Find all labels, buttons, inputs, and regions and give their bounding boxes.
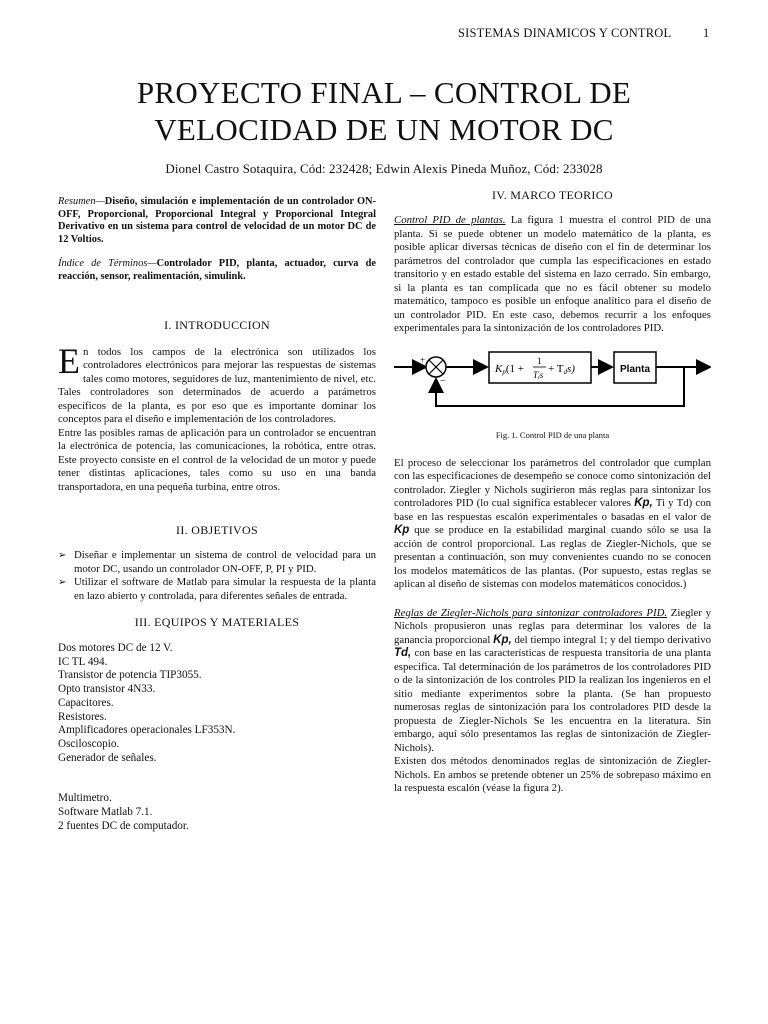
sum-plus-sign: +	[420, 354, 426, 365]
list-item	[58, 576, 376, 603]
index-terms	[58, 258, 376, 283]
theory-paragraph-4: Existen dos métodos denominados reglas de sintonización de Ziegler-Nichols. En ambos se pretende obtener un 25% de sobrepaso máximo en la respuesta escalón (véase la figura 2).	[394, 755, 711, 794]
equipment-list-continued	[58, 792, 376, 833]
authors-line: Dionel Castro Sotaquira, Cód: 232428; Edwin Alexis Pineda Muñoz, Cód: 233028	[165, 161, 603, 176]
intro-paragraph-1-text: n todos los campos de la electrónica son utilizados los controladores electrónicos para mejorar las respuestas de sistemas tales como motores, seguidores de luz, mantenimiento de nivel, etc. Tales controladores son determinados de acuerdo a parámetros específicos de la planta, es por eso que es importante dominar los conceptos para el diseño e implementación de los controladores.	[58, 345, 376, 426]
subsection-title-pid: Control PID de plantas.	[394, 214, 506, 226]
theory-paragraph-1-text: La figura 1 muestra el control PID de una planta. Si se puede obtener un modelo matemático de la planta, es posible aplicar diversas técnicas de diseño con el fin de determinar los parámetros del controlador que cumpla las especificaciones en estado transitorio y en estado estable del sistema en lazo cerrado. Sin embargo, si la planta es tan complicada que no es fácil obtener su modelo matemático, tampoco es posible un enfoque analítico para el diseño de un controlador PID. En este caso, debemos recurrir a los enfoques experimentales para la sintonización de los controladores PID.	[394, 214, 711, 334]
theory-paragraph-2-text-c: que se produce en la estabilidad marginal cuando sólo se usa la acción de control proporcional. Las reglas de Ziegler-Nichols, que se presentan a continuación, son muy convenientes cuando no se conocen los modelos matemáticos de las plantas. (Por supuesto, estas reglas se aplican al diseño de sistemas con modelos matemáticos conocidos.)	[394, 524, 711, 590]
index-terms-text: Controlador PID, planta, actuador, curva de reacción, sensor, realimentación, simulink.	[58, 258, 376, 282]
td-symbol: Td,	[394, 647, 412, 659]
theory-paragraph-2-text-b: Ti y Td) con base en las respuestas escalón experimentales o basadas en el valor de	[394, 497, 711, 523]
objectives-list	[58, 549, 376, 603]
subsection-title-ziegler-nichols: Reglas de Ziegler-Nichols para sintonizar controladores PID.	[394, 606, 668, 619]
formula-numerator: 1	[537, 355, 542, 366]
paper-title	[60, 74, 708, 148]
list-item: Capacitores.	[58, 696, 114, 709]
section-heading-objectives: II. OBJETIVOS	[176, 523, 258, 538]
list-item: Generador de señales.	[58, 751, 157, 764]
abstract-lead: Resumen—	[58, 196, 105, 207]
intro-paragraph-2: Entre las posibles ramas de aplicación para un controlador se encuentran la electrónica de potencia, las comunicaciones, la robótica, entre otras. Este proyecto consiste en el control de la velocidad de un motor y puede tener distintas aplicaciones, tales como su uso en una banda transportadora, en una pequeña turbina, entre otros.	[58, 426, 376, 493]
list-item: Software Matlab 7.1.	[58, 806, 153, 819]
section-heading-intro: I. INTRODUCCION	[164, 317, 270, 332]
list-item: Osciloscopio.	[58, 737, 120, 750]
running-header	[0, 26, 768, 42]
list-item: Amplificadores operacionales LF353N.	[58, 724, 236, 737]
theory-paragraph-3-text-b: del tiempo integral 1; y del tiempo derivativo	[511, 633, 711, 646]
sum-minus-sign: −	[440, 375, 446, 387]
theory-paragraph-3	[394, 607, 711, 756]
pid-block-diagram	[394, 350, 711, 416]
kp-symbol: Kp	[394, 524, 410, 536]
index-terms-lead: Índice de Términos—	[58, 258, 157, 270]
intro-paragraph-1	[58, 340, 376, 427]
list-item: Dos motores DC de 12 V.	[58, 642, 173, 655]
kp-symbol: Kp,	[493, 633, 512, 646]
figure-caption: Fig. 1. Control PID de una planta	[495, 429, 610, 440]
running-title: SISTEMAS DINAMICOS Y CONTROL	[458, 26, 672, 40]
formula-derivative: + Tds)	[548, 362, 575, 376]
equipment-list	[58, 642, 376, 765]
formula-denominator: Tis	[533, 369, 544, 381]
right-column	[394, 186, 711, 796]
section-heading-equipment: III. EQUIPOS Y MATERIALES	[134, 615, 300, 630]
theory-paragraph-2	[394, 457, 711, 592]
pid-formula: Kp(1 +	[495, 362, 524, 376]
objective-text: Utilizar el software de Matlab para simular la respuesta de la planta en lazo abierto y controlada, para diferentes señales de entrada.	[74, 576, 376, 602]
page-number: 1	[703, 26, 710, 40]
section-heading-theory: IV. MARCO TEORICO	[491, 188, 613, 202]
abstract	[58, 196, 376, 246]
bullet-arrow-icon: ➢	[58, 577, 67, 589]
list-item	[58, 549, 376, 576]
kp-symbol: Kp,	[634, 497, 653, 509]
list-item: IC TL 494.	[58, 655, 108, 668]
theory-paragraph-2-text-a: El proceso de seleccionar los parámetros del controlador que cumplan con las especificaciones de desempeño se conoce como sintonización del controlador. Ziegler y Nichols sugirieron más reglas para sintonizar los controladores PID (lo cual significa establecer valores	[394, 456, 711, 509]
left-column	[58, 186, 376, 834]
list-item: Opto transistor 4N33.	[58, 683, 156, 696]
theory-paragraph-1	[394, 214, 711, 336]
theory-paragraph-3-text-c: con base en las características de respuesta transitoria de una planta especifica. Tal determinación de los parámetros de los controladores PID o de la sintonización de los controles PID la realizan los ingenieros en el sitio mediante experimentos sobre la planta. (Se han propuesto numerosas reglas de sintonización para los controladores PID desde la propuesta de Ziegler-Nichols Se les encuentra en la literatura. Sin embargo, aquí sólo presentamos las reglas de sintonización de Ziegler-Nichols).	[394, 647, 711, 754]
list-item: Resistores.	[58, 710, 107, 723]
drop-cap: E	[58, 340, 80, 381]
theory-paragraph-3-text-a: Ziegler y Nichols propusieron unas reglas para determinar los valores de la ganancia proporcional	[394, 606, 711, 646]
abstract-text: Diseño, simulación e implementación de un controlador ON-OFF, Proporcional, Proporcional Integral y Proporcional Integral Derivativo en un sistema para control de velocidad de un motor DC de 12 Voltios.	[58, 196, 376, 245]
list-item: 2 fuentes DC de computador.	[58, 819, 189, 832]
list-item: Multimetro.	[58, 792, 112, 805]
bullet-arrow-icon: ➢	[58, 550, 67, 562]
title-line-1: PROYECTO FINAL – CONTROL DE	[136, 75, 632, 110]
objective-text: Diseñar e implementar un sistema de control de velocidad para un motor DC, usando un controlador ON-OFF, P, PI y PID.	[74, 549, 376, 575]
plant-label: Planta	[620, 363, 651, 375]
title-line-2: VELOCIDAD DE UN MOTOR DC	[154, 112, 614, 147]
list-item: Transistor de potencia TIP3055.	[58, 669, 202, 682]
